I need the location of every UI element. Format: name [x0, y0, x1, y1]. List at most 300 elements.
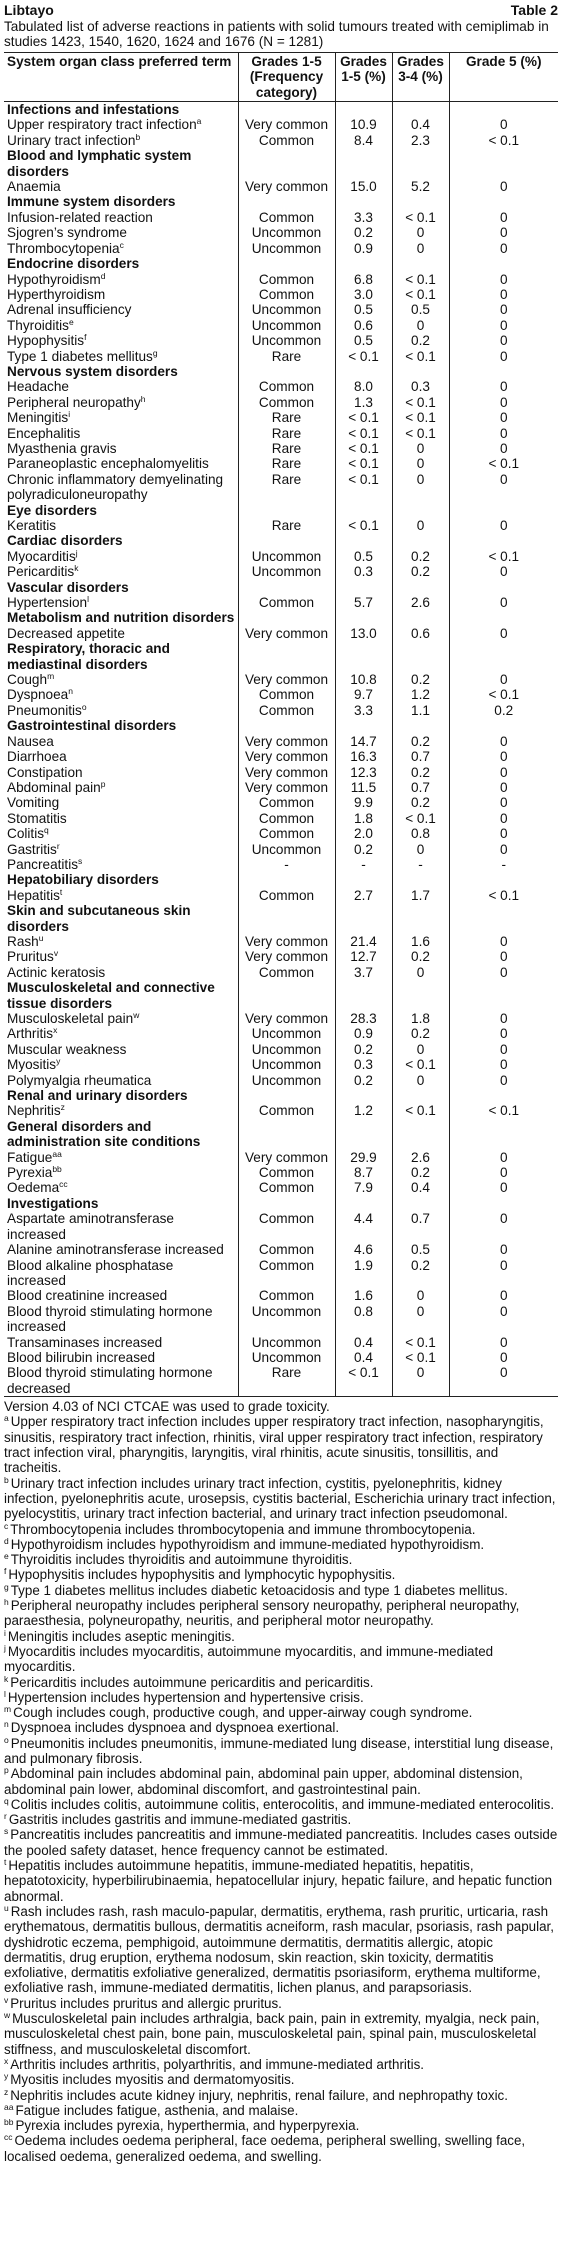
empty-cell	[335, 872, 392, 887]
grades-1-5-cell: 11.5	[335, 780, 392, 795]
frequency-cell: Common	[238, 133, 335, 148]
preferred-term: Blood thyroid stimulating hormone decreased	[7, 1365, 213, 1396]
grade-5-cell: 0	[449, 179, 558, 194]
footnote-mark: k	[4, 1673, 9, 1684]
table-number: Table 2	[510, 2, 558, 18]
footnote-ref: j	[75, 547, 78, 558]
grade-5-cell: 0	[449, 379, 558, 394]
table-row	[4, 1180, 558, 1195]
preferred-term-cell	[4, 395, 238, 410]
empty-cell	[238, 194, 335, 209]
footnote	[4, 1736, 558, 1767]
grades-1-5-cell: 12.3	[335, 765, 392, 780]
frequency-cell: Uncommon	[238, 333, 335, 348]
footnote	[4, 1552, 558, 1567]
frequency-cell: Rare	[238, 518, 335, 533]
footnote	[4, 1904, 558, 1996]
grade-5-cell: 0	[449, 842, 558, 857]
grade-5-cell: < 0.1	[449, 1103, 558, 1118]
table-row	[4, 595, 558, 610]
empty-cell	[449, 872, 558, 887]
footnote-ref: k	[74, 563, 79, 574]
grade-5-cell: 0	[449, 780, 558, 795]
empty-cell	[238, 364, 335, 379]
grades-1-5-cell: < 0.1	[335, 410, 392, 425]
preferred-term: Blood thyroid stimulating hormone increased	[7, 1303, 213, 1335]
empty-cell	[392, 364, 449, 379]
grades-3-4-cell: 0	[392, 965, 449, 980]
preferred-term-cell	[4, 472, 238, 503]
empty-cell	[335, 1119, 392, 1150]
footnote-mark: o	[4, 1734, 9, 1745]
empty-cell	[392, 718, 449, 733]
grades-1-5-cell: 3.3	[335, 703, 392, 718]
preferred-term: Chronic inflammatory demyelinating polyradiculoneuropathy	[7, 471, 224, 503]
preferred-term: Oedema	[7, 1180, 60, 1196]
grades-1-5-cell: 6.8	[335, 272, 392, 287]
grades-3-4-cell: 0	[392, 241, 449, 256]
grades-1-5-cell: < 0.1	[335, 1365, 392, 1396]
preferred-term: Meningitis	[7, 410, 69, 426]
grades-3-4-cell: 2.6	[392, 1150, 449, 1165]
grades-3-4-cell: 0.2	[392, 795, 449, 810]
preferred-term: Actinic keratosis	[7, 964, 106, 980]
grades-3-4-cell: -	[392, 857, 449, 872]
footnote-mark: g	[4, 1581, 9, 1592]
section-heading: Gastrointestinal disorders	[7, 718, 177, 734]
empty-cell	[392, 1196, 449, 1211]
empty-cell	[335, 148, 392, 179]
section-row	[4, 1119, 558, 1150]
frequency-cell: Very common	[238, 949, 335, 964]
grades-1-5-cell: 0.5	[335, 302, 392, 317]
grade-5-cell: 0	[449, 934, 558, 949]
preferred-term: Pancreatitis	[7, 856, 79, 872]
footnote-text: Pancreatitis includes pancreatitis and immune-mediated pancreatitis. Includes cases outside the pooled safety dataset, hence frequency cannot be estimated.	[4, 1827, 558, 1858]
footnote	[4, 1644, 558, 1675]
grades-3-4-cell: 0	[392, 1288, 449, 1303]
grade-5-cell: 0	[449, 472, 558, 503]
preferred-term-cell	[4, 687, 238, 702]
grades-1-5-cell: < 0.1	[335, 518, 392, 533]
preferred-term: Headache	[7, 379, 69, 395]
table-row	[4, 842, 558, 857]
empty-cell	[238, 903, 335, 934]
table-row	[4, 687, 558, 702]
table-row	[4, 965, 558, 980]
section-heading: Nervous system disorders	[7, 363, 178, 379]
frequency-cell: Rare	[238, 349, 335, 364]
preferred-term: Muscular weakness	[7, 1041, 127, 1057]
table-row	[4, 225, 558, 240]
footnote-ref: q	[44, 825, 49, 836]
frequency-cell: Common	[238, 687, 335, 702]
footnote-ref: y	[56, 1056, 61, 1067]
grades-1-5-cell: 10.9	[335, 117, 392, 132]
frequency-cell: Common	[238, 1165, 335, 1180]
frequency-cell: Common	[238, 210, 335, 225]
footnote-mark: aa	[4, 2101, 14, 2112]
empty-cell	[238, 872, 335, 887]
grades-3-4-cell: < 0.1	[392, 349, 449, 364]
preferred-term-cell	[4, 734, 238, 749]
footnote-ref: l	[87, 594, 89, 605]
section-heading: Infections and infestations	[7, 102, 180, 118]
grades-1-5-cell: 9.9	[335, 795, 392, 810]
section-row	[4, 903, 558, 934]
section-row	[4, 580, 558, 595]
footnote-text: Nephritis includes acute kidney injury, nephritis, renal failure, and nephropathy toxic.	[10, 2087, 508, 2103]
preferred-term-cell	[4, 1011, 238, 1026]
section-row	[4, 533, 558, 548]
grades-1-5-cell: 3.7	[335, 965, 392, 980]
footnote-text: Arthritis includes arthritis, polyarthritis, and immune-mediated arthritis.	[10, 2056, 425, 2072]
table-caption: Tabulated list of adverse reactions in patients with solid tumours treated with cemiplimab in studies 1423, 1540, 1620, 1624 and 1676 (N = 1281)	[4, 19, 549, 50]
grade-5-cell: 0	[449, 1211, 558, 1242]
empty-cell	[238, 102, 335, 118]
grades-1-5-cell: 0.5	[335, 333, 392, 348]
grade-5-cell: 0	[449, 749, 558, 764]
footnote-text: Pyrexia includes pyrexia, hyperthermia, and hyperpyrexia.	[15, 2118, 360, 2134]
grades-1-5-cell: 4.4	[335, 1211, 392, 1242]
footnote-text: Pruritus includes pruritus and allergic pruritus.	[10, 1995, 282, 2011]
table-row	[4, 426, 558, 441]
grades-3-4-cell: 0	[392, 318, 449, 333]
preferred-term: Arthritis	[7, 1026, 54, 1042]
preferred-term-cell	[4, 1180, 238, 1195]
footnote	[4, 1675, 558, 1690]
empty-cell	[449, 580, 558, 595]
table-row	[4, 1288, 558, 1303]
footnote-text: Pneumonitis includes pneumonitis, immune-mediated lung disease, interstitial lung disease, and pulmonary fibrosis.	[4, 1735, 554, 1766]
frequency-cell: Common	[238, 272, 335, 287]
grades-1-5-cell: 0.2	[335, 225, 392, 240]
grades-1-5-cell: 4.6	[335, 1242, 392, 1257]
grade-5-cell: 0	[449, 826, 558, 841]
grades-3-4-cell: < 0.1	[392, 410, 449, 425]
frequency-cell: Common	[238, 1258, 335, 1289]
preferred-term-cell	[4, 441, 238, 456]
section-heading: Musculoskeletal and connective tissue disorders	[7, 980, 215, 1011]
preferred-term: Pericarditis	[7, 564, 75, 580]
table-row	[4, 934, 558, 949]
grades-3-4-cell: 0.3	[392, 379, 449, 394]
grades-1-5-cell: 0.3	[335, 1057, 392, 1072]
empty-cell	[335, 1088, 392, 1103]
footnote-mark: s	[4, 1826, 9, 1837]
grades-3-4-cell: 0.2	[392, 564, 449, 579]
empty-cell	[335, 194, 392, 209]
grades-3-4-cell: 0	[392, 472, 449, 503]
empty-cell	[335, 980, 392, 1011]
preferred-term-cell	[4, 1165, 238, 1180]
grades-1-5-cell: 1.8	[335, 811, 392, 826]
header-bar	[4, 2, 558, 18]
grades-1-5-cell: 3.0	[335, 287, 392, 302]
footnote-text: Upper respiratory tract infection includes upper respiratory tract infection, nasopharyngitis, sinusitis, respiratory tract infection, rhinitis, viral upper respiratory tract infection, respiratory tract infection viral, pharyngitis, laryngitis, viral rhinitis, acute sinusitis, tonsillitis, and tracheitis.	[4, 1414, 544, 1476]
footnote-text: Urinary tract infection includes urinary tract infection, cystitis, pyelonephritis, kidney infection, pyelonephritis acute, urosepsis, cystitis bacterial, Escherichia urinary tract infection, pyelocystitis, urinary tract infection bacterial, and urinary tract infection pseudomonal.	[4, 1475, 556, 1522]
frequency-cell: Uncommon	[238, 1042, 335, 1057]
grade-5-cell: 0	[449, 949, 558, 964]
footnote-ref: f	[84, 332, 87, 343]
section-heading: Renal and urinary disorders	[7, 1088, 188, 1104]
grades-1-5-cell: 0.2	[335, 842, 392, 857]
grade-5-cell: < 0.1	[449, 133, 558, 148]
preferred-term-cell	[4, 333, 238, 348]
grade-5-cell: 0	[449, 1042, 558, 1057]
section-heading: Cardiac disorders	[7, 533, 123, 549]
frequency-cell: Uncommon	[238, 1073, 335, 1088]
footnote-mark: j	[4, 1642, 6, 1653]
footnote-mark: i	[4, 1627, 6, 1638]
footnote-ref: z	[60, 1102, 65, 1113]
empty-cell	[449, 256, 558, 271]
footnote-mark: c	[4, 1520, 9, 1531]
empty-cell	[449, 903, 558, 934]
empty-cell	[392, 872, 449, 887]
grades-1-5-cell: 0.6	[335, 318, 392, 333]
grade-5-cell: < 0.1	[449, 549, 558, 564]
preferred-term-cell	[4, 949, 238, 964]
grades-3-4-cell: 0.2	[392, 734, 449, 749]
grade-5-cell: 0	[449, 426, 558, 441]
empty-cell	[449, 148, 558, 179]
frequency-cell: Uncommon	[238, 564, 335, 579]
preferred-term-cell	[4, 1042, 238, 1057]
empty-cell	[238, 580, 335, 595]
footnote-mark: e	[4, 1551, 9, 1562]
footnote-ref: x	[53, 1025, 58, 1036]
empty-cell	[392, 580, 449, 595]
grade-5-cell: 0	[449, 1026, 558, 1041]
preferred-term-cell	[4, 1335, 238, 1350]
empty-cell	[392, 194, 449, 209]
preferred-term-cell	[4, 703, 238, 718]
preferred-term-cell	[4, 934, 238, 949]
footnote-ref: r	[56, 840, 60, 851]
preferred-term: Aspartate aminotransferase increased	[7, 1211, 174, 1242]
frequency-cell: Uncommon	[238, 1350, 335, 1365]
table-row	[4, 749, 558, 764]
grades-1-5-cell: 3.3	[335, 210, 392, 225]
section-heading: Skin and subcutaneous skin disorders	[7, 903, 191, 934]
empty-cell	[335, 364, 392, 379]
table-row	[4, 1350, 558, 1365]
grades-1-5-cell: 5.7	[335, 595, 392, 610]
preferred-term-cell	[4, 379, 238, 394]
frequency-cell: Common	[238, 395, 335, 410]
empty-cell	[392, 102, 449, 118]
grades-3-4-cell: 0	[392, 1304, 449, 1335]
preferred-term-cell	[4, 626, 238, 641]
frequency-cell: Common	[238, 888, 335, 903]
preferred-term-cell	[4, 133, 238, 148]
empty-cell	[449, 364, 558, 379]
grades-3-4-cell: < 0.1	[392, 811, 449, 826]
section-row	[4, 503, 558, 518]
grades-1-5-cell: 1.9	[335, 1258, 392, 1289]
footnote-ref: w	[133, 1010, 140, 1020]
preferred-term-cell	[4, 765, 238, 780]
grades-3-4-cell: 0.4	[392, 1180, 449, 1195]
preferred-term-cell	[4, 795, 238, 810]
preferred-term: Peripheral neuropathy	[7, 394, 141, 410]
empty-cell	[392, 980, 449, 1011]
footnote	[4, 2057, 558, 2072]
footnote	[4, 2133, 558, 2164]
frequency-cell: Common	[238, 811, 335, 826]
table-row	[4, 1365, 558, 1396]
footnote-ref: p	[100, 778, 106, 789]
footnote	[4, 1414, 558, 1475]
empty-cell	[449, 194, 558, 209]
footnote-ref: u	[38, 932, 44, 943]
footnote	[4, 2118, 558, 2133]
footnote	[4, 1537, 558, 1552]
footnote-mark: t	[4, 1857, 7, 1868]
preferred-term-cell	[4, 117, 238, 132]
empty-cell	[335, 610, 392, 625]
col-header-grades-3-4: Grades 3-4 (%)	[392, 52, 449, 101]
table-row	[4, 734, 558, 749]
footnote-text: Oedema includes oedema peripheral, face oedema, peripheral swelling, swelling face, localised oedema, generalized oedema, and swelling.	[4, 2133, 526, 2164]
table-row	[4, 888, 558, 903]
frequency-cell: Very common	[238, 179, 335, 194]
section-heading: Eye disorders	[7, 502, 97, 518]
grade-5-cell: 0	[449, 1242, 558, 1257]
table-row	[4, 1073, 558, 1088]
footnote-ref: d	[100, 270, 106, 281]
frequency-cell: Uncommon	[238, 318, 335, 333]
table-row	[4, 780, 558, 795]
empty-cell	[449, 533, 558, 548]
grades-1-5-cell: < 0.1	[335, 441, 392, 456]
preferred-term: Constipation	[7, 764, 83, 780]
grade-5-cell: < 0.1	[449, 456, 558, 471]
preferred-term: Hypertension	[7, 595, 88, 611]
frequency-cell: Common	[238, 795, 335, 810]
table-row	[4, 441, 558, 456]
grade-5-cell: 0	[449, 626, 558, 641]
frequency-cell: Rare	[238, 472, 335, 503]
table-row	[4, 472, 558, 503]
grades-3-4-cell: 0	[392, 225, 449, 240]
grades-3-4-cell: 0	[392, 1073, 449, 1088]
table-row	[4, 395, 558, 410]
footnote-mark: cc	[4, 2132, 13, 2143]
table-row	[4, 287, 558, 302]
frequency-cell: Uncommon	[238, 302, 335, 317]
grade-5-cell: 0	[449, 795, 558, 810]
grade-5-cell: 0	[449, 349, 558, 364]
grades-1-5-cell: 0.2	[335, 1042, 392, 1057]
grades-1-5-cell: 14.7	[335, 734, 392, 749]
footnote	[4, 1996, 558, 2011]
footnote-text: Myositis includes myositis and dermatomyositis.	[10, 2072, 295, 2088]
footnote-ref: h	[140, 393, 146, 404]
empty-cell	[238, 503, 335, 518]
preferred-term-cell	[4, 272, 238, 287]
footnote-text: Dyspnoea includes dyspnoea and dyspnoea exertional.	[10, 1720, 340, 1736]
table-row	[4, 1103, 558, 1118]
empty-cell	[392, 641, 449, 672]
table-row	[4, 1011, 558, 1026]
empty-cell	[335, 641, 392, 672]
footnote-mark: w	[4, 2010, 11, 2021]
footnote	[4, 2088, 558, 2103]
grades-1-5-cell: 8.4	[335, 133, 392, 148]
grade-5-cell: 0	[449, 595, 558, 610]
table-row	[4, 333, 558, 348]
preferred-term-cell	[4, 1103, 238, 1118]
preferred-term: Hyperthyroidism	[7, 286, 106, 302]
grades-1-5-cell: 12.7	[335, 949, 392, 964]
footnote-text: Hypertension includes hypertension and hypertensive crisis.	[7, 1689, 364, 1705]
table-body	[4, 102, 558, 1397]
table-row	[4, 857, 558, 872]
empty-cell	[392, 256, 449, 271]
footnote-ref: cc	[59, 1179, 68, 1190]
table-row	[4, 1057, 558, 1072]
grades-1-5-cell: 8.0	[335, 379, 392, 394]
footnote-ref: m	[47, 671, 55, 682]
empty-cell	[392, 533, 449, 548]
preferred-term-cell	[4, 549, 238, 564]
table-row	[4, 302, 558, 317]
grades-3-4-cell: 0.2	[392, 765, 449, 780]
empty-cell	[449, 610, 558, 625]
frequency-cell: Very common	[238, 117, 335, 132]
section-heading: Hepatobiliary disorders	[7, 872, 159, 888]
footnote	[4, 1720, 558, 1735]
grades-3-4-cell: 0.2	[392, 549, 449, 564]
grades-3-4-cell: < 0.1	[392, 272, 449, 287]
table-row	[4, 179, 558, 194]
footnote-mark: u	[4, 1902, 9, 1913]
frequency-cell: Very common	[238, 626, 335, 641]
frequency-cell: Rare	[238, 426, 335, 441]
grades-3-4-cell: 0	[392, 1042, 449, 1057]
table-row	[4, 826, 558, 841]
empty-cell	[335, 580, 392, 595]
grade-5-cell: 0	[449, 225, 558, 240]
grades-1-5-cell: < 0.1	[335, 456, 392, 471]
table-row	[4, 672, 558, 687]
frequency-cell: Common	[238, 1288, 335, 1303]
grades-3-4-cell: < 0.1	[392, 1057, 449, 1072]
empty-cell	[238, 641, 335, 672]
table-row	[4, 241, 558, 256]
grades-1-5-cell: 21.4	[335, 934, 392, 949]
preferred-term-cell	[4, 1304, 238, 1335]
grades-3-4-cell: 0.2	[392, 1165, 449, 1180]
preferred-term: Blood creatinine increased	[7, 1288, 168, 1304]
grades-1-5-cell: 0.4	[335, 1335, 392, 1350]
preferred-term: Nephritis	[7, 1103, 61, 1119]
grades-3-4-cell: 0	[392, 1365, 449, 1396]
footnote-text: Pericarditis includes autoimmune pericarditis and pericarditis.	[10, 1674, 374, 1690]
frequency-cell: Common	[238, 1211, 335, 1242]
frequency-cell: Very common	[238, 1011, 335, 1026]
preferred-term: Thrombocytopenia	[7, 240, 120, 256]
table-row	[4, 811, 558, 826]
grades-3-4-cell: 0.2	[392, 1258, 449, 1289]
preferred-term: Upper respiratory tract infection	[7, 117, 197, 133]
footnote	[4, 2011, 558, 2057]
grades-3-4-cell: < 0.1	[392, 1103, 449, 1118]
frequency-cell: Very common	[238, 1150, 335, 1165]
footnote-mark: h	[4, 1597, 9, 1608]
